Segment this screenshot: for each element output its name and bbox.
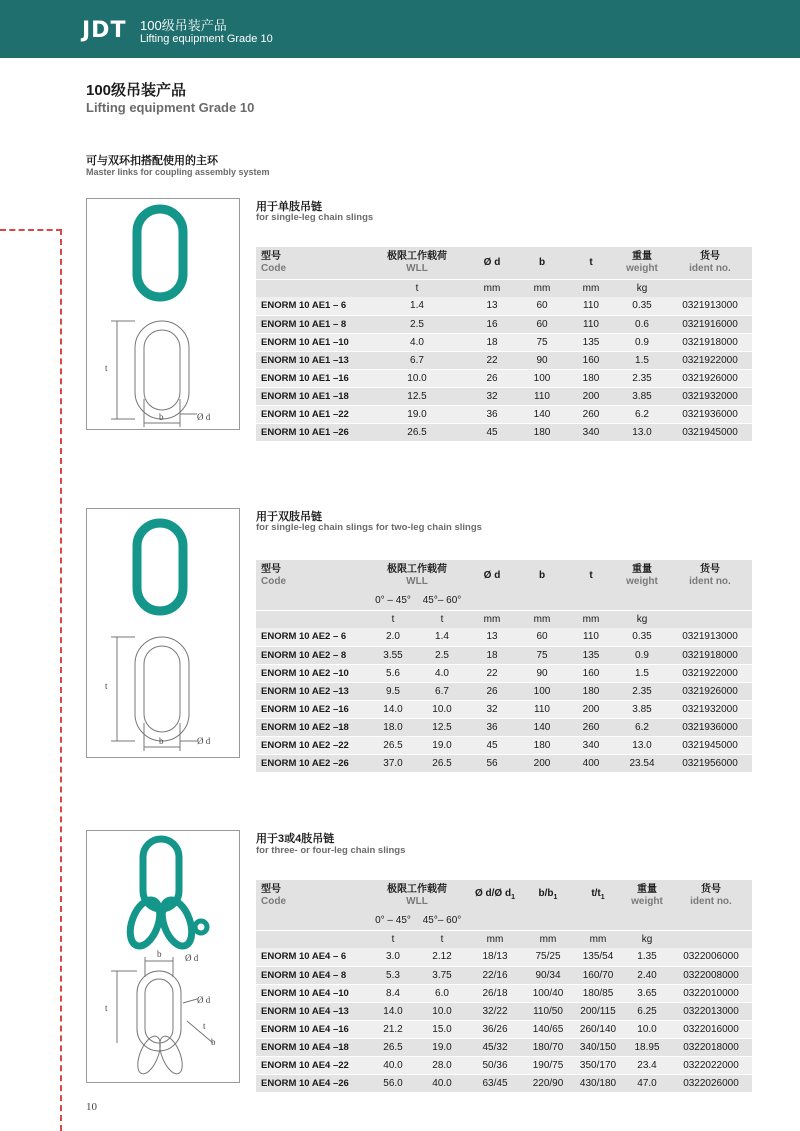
cell-code: ENORM 10 AE1 –16	[256, 369, 368, 387]
col-header-d: Ø d/Ø $d_1$	[466, 880, 524, 912]
cell-code: ENORM 10 AE4 –26	[256, 1074, 368, 1092]
cell-wll1: 3.0	[368, 948, 418, 966]
cell-ident: 0322026000	[670, 1074, 752, 1092]
dim-label-d: Ø d	[197, 736, 211, 746]
cell-code: ENORM 10 AE4 –18	[256, 1038, 368, 1056]
dim-label-d: Ø d	[185, 953, 199, 963]
cell-wll2: 3.75	[418, 966, 466, 984]
table-row	[256, 369, 752, 387]
section-title-cn: 用于单肢吊链	[256, 201, 322, 213]
cell-t: 260/140	[572, 1020, 624, 1038]
cell-d: 32/22	[466, 1002, 524, 1020]
cell-wll2: 28.0	[418, 1056, 466, 1074]
table-row	[256, 984, 752, 1002]
cell-wll1: 18.0	[368, 718, 418, 736]
spec-table-body	[256, 297, 752, 441]
cell-ident: 0321922000	[668, 664, 752, 682]
cell-b: 200	[518, 754, 566, 772]
angle-row: 0° – 45° 45°– 60°	[256, 912, 752, 930]
page-title-cn: 100级吊装产品	[86, 82, 187, 99]
cell-ident: 0322016000	[670, 1020, 752, 1038]
cell-weight: 0.6	[616, 315, 668, 333]
cell-t: 200	[566, 387, 616, 405]
cell-code: ENORM 10 AE4 – 6	[256, 948, 368, 966]
cell-wll2: 1.4	[418, 628, 466, 646]
cell-wll1: 3.55	[368, 646, 418, 664]
cell-t: 110	[566, 315, 616, 333]
cell-code: ENORM 10 AE1 –18	[256, 387, 368, 405]
cell-b: 100	[518, 682, 566, 700]
cell-code: ENORM 10 AE2 –13	[256, 682, 368, 700]
master-link-assembly-photo	[125, 839, 207, 950]
cell-ident: 0321936000	[668, 718, 752, 736]
col-header-d: Ø d	[466, 247, 518, 279]
cell-wll2: 10.0	[418, 700, 466, 718]
cell-d: 36/26	[466, 1020, 524, 1038]
page-subtitle-en: Master links for coupling assembly system	[86, 167, 270, 177]
cell-b: 75	[518, 333, 566, 351]
cell-t: 110	[566, 297, 616, 315]
table-row	[256, 664, 752, 682]
cell-ident: 0322010000	[670, 984, 752, 1002]
cell-ident: 0321922000	[668, 351, 752, 369]
cell-d: 50/36	[466, 1056, 524, 1074]
cell-wll2: 12.5	[418, 718, 466, 736]
header-title-en: Lifting equipment Grade 10	[140, 33, 273, 45]
cell-weight: 6.2	[616, 405, 668, 423]
cell-weight: 3.85	[616, 387, 668, 405]
header-bar	[0, 0, 800, 58]
table-row	[256, 423, 752, 441]
cell-d: 32	[466, 700, 518, 718]
cell-t: 400	[566, 754, 616, 772]
cell-d: 18	[466, 333, 518, 351]
cell-code: ENORM 10 AE1 –13	[256, 351, 368, 369]
cell-t: 160/70	[572, 966, 624, 984]
cell-t: 135/54	[572, 948, 624, 966]
cell-wll1: 2.0	[368, 628, 418, 646]
cell-wll1: 14.0	[368, 1002, 418, 1020]
cell-d: 18/13	[466, 948, 524, 966]
spec-table-two-leg	[256, 560, 752, 773]
cell-weight: 13.0	[616, 423, 668, 441]
page-subtitle-cn: 可与双环扣搭配使用的主环	[86, 155, 218, 167]
cell-wll1: 21.2	[368, 1020, 418, 1038]
table-row	[256, 754, 752, 772]
section-title-en: for single-leg chain slings for two-leg chain slings	[256, 522, 482, 533]
cell-b: 75/25	[524, 948, 572, 966]
cell-ident: 0321916000	[668, 315, 752, 333]
cell-t: 180/85	[572, 984, 624, 1002]
cell-b: 90	[518, 664, 566, 682]
col-header-ident: 货号 ident no.	[670, 880, 752, 912]
cell-code: ENORM 10 AE1 –26	[256, 423, 368, 441]
table-row	[256, 1020, 752, 1038]
spec-table-single-leg	[256, 247, 752, 442]
table-row	[256, 405, 752, 423]
cell-weight: 6.25	[624, 1002, 670, 1020]
cell-t: 110	[566, 628, 616, 646]
cell-code: ENORM 10 AE4 –10	[256, 984, 368, 1002]
cell-code: ENORM 10 AE1 –10	[256, 333, 368, 351]
dim-label-t1: t	[203, 1021, 206, 1031]
cell-ident: 0321956000	[668, 754, 752, 772]
company-logo: JDT	[82, 18, 127, 43]
table-row	[256, 966, 752, 984]
cell-code: ENORM 10 AE1 –22	[256, 405, 368, 423]
cell-t: 340/150	[572, 1038, 624, 1056]
cell-ident: 0322022000	[670, 1056, 752, 1074]
cell-b: 60	[518, 628, 566, 646]
section-title-cn: 用于3或4肢吊链	[256, 833, 335, 845]
cell-weight: 1.35	[624, 948, 670, 966]
cell-t: 180	[566, 369, 616, 387]
cell-d: 45	[466, 736, 518, 754]
cell-b: 180	[518, 736, 566, 754]
table-row	[256, 315, 752, 333]
cell-t: 200	[566, 700, 616, 718]
cell-ident: 0321918000	[668, 646, 752, 664]
cell-d: 32	[466, 387, 518, 405]
cell-weight: 3.65	[624, 984, 670, 1002]
col-header-code: 型号 Code	[256, 560, 368, 592]
units-row: t t mm mm mm kg	[256, 610, 752, 628]
cell-weight: 3.85	[616, 700, 668, 718]
cell-d: 22/16	[466, 966, 524, 984]
cell-wll1: 5.6	[368, 664, 418, 682]
cell-b: 220/90	[524, 1074, 572, 1092]
cell-code: ENORM 10 AE2 –26	[256, 754, 368, 772]
cell-b: 110/50	[524, 1002, 572, 1020]
cell-wll2: 19.0	[418, 736, 466, 754]
cell-wll: 1.4	[368, 297, 466, 315]
cell-b: 100	[518, 369, 566, 387]
cell-code: ENORM 10 AE2 – 6	[256, 628, 368, 646]
cell-b: 110	[518, 700, 566, 718]
cell-weight: 0.35	[616, 628, 668, 646]
dimension-drawing	[111, 321, 197, 427]
dimension-drawing	[111, 637, 197, 751]
cell-b: 75	[518, 646, 566, 664]
table-row	[256, 628, 752, 646]
dimension-drawing	[111, 957, 213, 1077]
cell-t: 160	[566, 664, 616, 682]
col-header-t: t	[566, 247, 616, 279]
cell-code: ENORM 10 AE4 –16	[256, 1020, 368, 1038]
col-header-ident: 货号 ident no.	[668, 560, 752, 592]
cell-t: 260	[566, 718, 616, 736]
table-row	[256, 682, 752, 700]
cell-t: 135	[566, 333, 616, 351]
cell-weight: 18.95	[624, 1038, 670, 1056]
table-row	[256, 1038, 752, 1056]
cell-wll1: 8.4	[368, 984, 418, 1002]
cell-code: ENORM 10 AE2 – 8	[256, 646, 368, 664]
table-row	[256, 646, 752, 664]
cell-wll2: 6.0	[418, 984, 466, 1002]
cell-d: 45	[466, 423, 518, 441]
cell-t: 350/170	[572, 1056, 624, 1074]
cell-d: 26	[466, 369, 518, 387]
cell-weight: 0.9	[616, 333, 668, 351]
cell-wll2: 4.0	[418, 664, 466, 682]
master-link-image-single	[86, 198, 240, 430]
dim-label-d1: Ø d	[197, 995, 211, 1005]
cell-weight: 13.0	[616, 736, 668, 754]
cell-t: 200/115	[572, 1002, 624, 1020]
cell-code: ENORM 10 AE2 –10	[256, 664, 368, 682]
cell-ident: 0322006000	[670, 948, 752, 966]
cell-b: 190/75	[524, 1056, 572, 1074]
col-header-b: $b/b_1$	[524, 880, 572, 912]
cell-b: 180	[518, 423, 566, 441]
dim-label-t: t	[105, 1003, 108, 1013]
margin-dashed-line-horizontal	[0, 229, 62, 231]
cell-weight: 0.35	[616, 297, 668, 315]
col-header-b: b	[518, 560, 566, 592]
table-row	[256, 351, 752, 369]
cell-t: 340	[566, 736, 616, 754]
cell-ident: 0321945000	[668, 736, 752, 754]
cell-code: ENORM 10 AE4 – 8	[256, 966, 368, 984]
cell-d: 13	[466, 297, 518, 315]
angle-row: 0° – 45° 45°– 60°	[256, 592, 752, 610]
cell-wll1: 26.5	[368, 736, 418, 754]
units-row: t mm mm mm kg	[256, 279, 752, 297]
cell-wll: 12.5	[368, 387, 466, 405]
cell-wll: 4.0	[368, 333, 466, 351]
cell-ident: 0321936000	[668, 405, 752, 423]
col-header-weight: 重量 weight	[616, 560, 668, 592]
cell-b: 90	[518, 351, 566, 369]
section-title-cn: 用于双肢吊链	[256, 511, 322, 523]
cell-weight: 2.40	[624, 966, 670, 984]
cell-d: 45/32	[466, 1038, 524, 1056]
cell-code: ENORM 10 AE1 – 6	[256, 297, 368, 315]
cell-code: ENORM 10 AE2 –22	[256, 736, 368, 754]
cell-weight: 1.5	[616, 664, 668, 682]
col-header-d: Ø d	[466, 560, 518, 592]
cell-d: 26	[466, 682, 518, 700]
col-header-wll: 极限工作载荷 WLL	[368, 880, 466, 912]
cell-b: 140	[518, 718, 566, 736]
cell-d: 56	[466, 754, 518, 772]
cell-wll2: 10.0	[418, 1002, 466, 1020]
col-header-ident: 货号 ident no.	[668, 247, 752, 279]
cell-ident: 0322008000	[670, 966, 752, 984]
dim-label-b: b	[157, 949, 162, 959]
cell-t: 160	[566, 351, 616, 369]
cell-weight: 0.9	[616, 646, 668, 664]
table-row	[256, 736, 752, 754]
cell-code: ENORM 10 AE2 –16	[256, 700, 368, 718]
cell-ident: 0321926000	[668, 369, 752, 387]
cell-ident: 0321932000	[668, 387, 752, 405]
col-header-weight: 重量 weight	[624, 880, 670, 912]
table-row	[256, 297, 752, 315]
cell-d: 18	[466, 646, 518, 664]
cell-code: ENORM 10 AE1 – 8	[256, 315, 368, 333]
cell-t: 340	[566, 423, 616, 441]
col-header-b: b	[518, 247, 566, 279]
cell-code: ENORM 10 AE2 –18	[256, 718, 368, 736]
header-title-cn: 100级吊装产品	[140, 18, 227, 33]
table-row	[256, 1074, 752, 1092]
master-link-photo	[137, 209, 183, 297]
page-number: 10	[86, 1101, 97, 1113]
cell-weight: 6.2	[616, 718, 668, 736]
col-header-code: 型号 Code	[256, 880, 368, 912]
dim-label-d: Ø d	[197, 412, 211, 422]
cell-weight: 2.35	[616, 369, 668, 387]
cell-b: 180/70	[524, 1038, 572, 1056]
table-row	[256, 387, 752, 405]
cell-wll2: 15.0	[418, 1020, 466, 1038]
col-header-t: $t/t_1$	[572, 880, 624, 912]
cell-weight: 23.54	[616, 754, 668, 772]
cell-t: 135	[566, 646, 616, 664]
cell-ident: 0321926000	[668, 682, 752, 700]
cell-ident: 0321913000	[668, 628, 752, 646]
cell-d: 22	[466, 351, 518, 369]
cell-t: 260	[566, 405, 616, 423]
section-title-en: for three- or four-leg chain slings	[256, 845, 406, 856]
cell-d: 26/18	[466, 984, 524, 1002]
cell-wll: 2.5	[368, 315, 466, 333]
page-title-en: Lifting equipment Grade 10	[86, 100, 255, 115]
col-header-code: 型号 Code	[256, 247, 368, 279]
cell-wll2: 2.12	[418, 948, 466, 966]
cell-wll: 26.5	[368, 423, 466, 441]
dim-label-b1: b	[211, 1037, 216, 1047]
cell-wll2: 19.0	[418, 1038, 466, 1056]
cell-ident: 0321945000	[668, 423, 752, 441]
cell-wll2: 40.0	[418, 1074, 466, 1092]
cell-ident: 0322018000	[670, 1038, 752, 1056]
cell-wll1: 26.5	[368, 1038, 418, 1056]
master-link-image-four-leg	[86, 830, 240, 1083]
cell-ident: 0322013000	[670, 1002, 752, 1020]
col-header-weight: 重量 weight	[616, 247, 668, 279]
cell-d: 36	[466, 718, 518, 736]
dim-label-b: b	[159, 736, 164, 746]
cell-weight: 2.35	[616, 682, 668, 700]
cell-wll1: 40.0	[368, 1056, 418, 1074]
dim-label-b: b	[159, 412, 164, 422]
units-row: t t mm mm mm kg	[256, 930, 752, 948]
dim-label-t: t	[105, 363, 108, 373]
cell-t: 180	[566, 682, 616, 700]
cell-d: 22	[466, 664, 518, 682]
table-row	[256, 333, 752, 351]
cell-wll1: 56.0	[368, 1074, 418, 1092]
table-row	[256, 718, 752, 736]
cell-d: 13	[466, 628, 518, 646]
cell-b: 140	[518, 405, 566, 423]
spec-table-four-leg	[256, 880, 752, 1093]
cell-wll2: 26.5	[418, 754, 466, 772]
spec-table-body	[256, 948, 752, 1092]
cell-weight: 47.0	[624, 1074, 670, 1092]
dim-label-t: t	[105, 681, 108, 691]
cell-wll2: 2.5	[418, 646, 466, 664]
cell-weight: 1.5	[616, 351, 668, 369]
table-row	[256, 700, 752, 718]
cell-wll1: 14.0	[368, 700, 418, 718]
cell-wll2: 6.7	[418, 682, 466, 700]
cell-b: 110	[518, 387, 566, 405]
table-row	[256, 1002, 752, 1020]
cell-wll1: 5.3	[368, 966, 418, 984]
cell-b: 60	[518, 297, 566, 315]
cell-wll1: 37.0	[368, 754, 418, 772]
cell-weight: 10.0	[624, 1020, 670, 1038]
section-title-en: for single-leg chain slings	[256, 212, 374, 223]
spec-table-body	[256, 628, 752, 772]
cell-b: 140/65	[524, 1020, 572, 1038]
cell-d: 36	[466, 405, 518, 423]
cell-code: ENORM 10 AE4 –22	[256, 1056, 368, 1074]
master-link-image-two-leg	[86, 508, 240, 758]
cell-weight: 23.4	[624, 1056, 670, 1074]
cell-b: 100/40	[524, 984, 572, 1002]
col-header-t: t	[566, 560, 616, 592]
cell-ident: 0321932000	[668, 700, 752, 718]
cell-wll1: 9.5	[368, 682, 418, 700]
cell-code: ENORM 10 AE4 –13	[256, 1002, 368, 1020]
cell-d: 16	[466, 315, 518, 333]
master-link-photo	[137, 523, 183, 611]
cell-d: 63/45	[466, 1074, 524, 1092]
margin-dashed-line-vertical	[60, 229, 62, 1131]
cell-wll: 19.0	[368, 405, 466, 423]
cell-ident: 0321918000	[668, 333, 752, 351]
col-header-wll: 极限工作载荷 WLL	[368, 247, 466, 279]
cell-ident: 0321913000	[668, 297, 752, 315]
cell-b: 60	[518, 315, 566, 333]
cell-wll: 10.0	[368, 369, 466, 387]
table-row	[256, 1056, 752, 1074]
col-header-wll: 极限工作载荷 WLL	[368, 560, 466, 592]
table-row	[256, 948, 752, 966]
cell-t: 430/180	[572, 1074, 624, 1092]
cell-wll: 6.7	[368, 351, 466, 369]
cell-b: 90/34	[524, 966, 572, 984]
